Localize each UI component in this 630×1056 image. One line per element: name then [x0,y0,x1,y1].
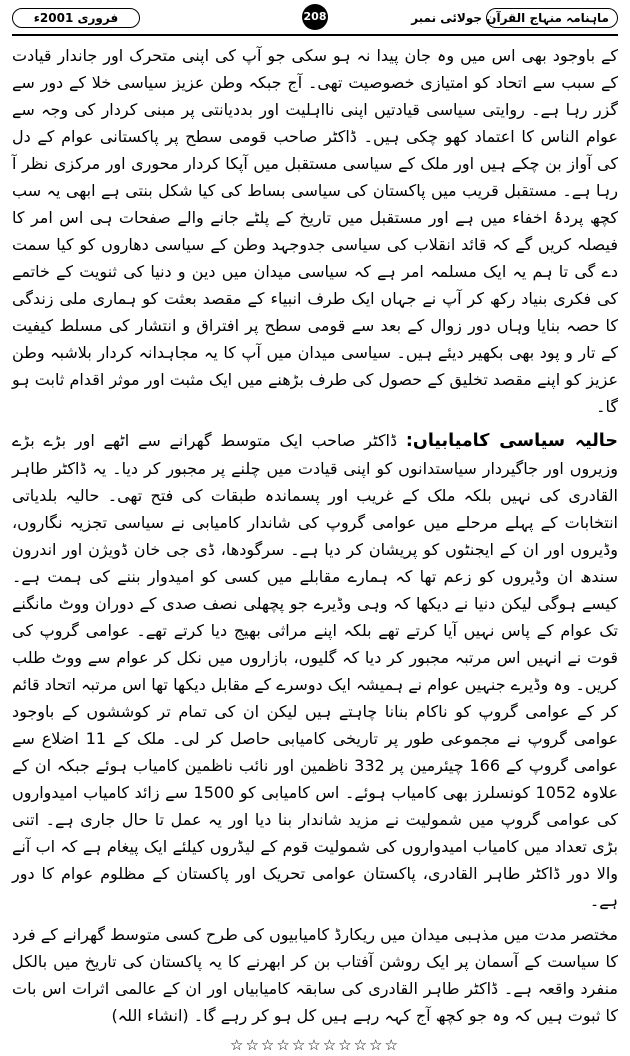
end-ornament: ☆☆☆☆☆☆☆☆☆☆☆ [230,1036,400,1054]
page-number-badge: 208 [302,4,328,30]
magazine-page [0,4,630,1056]
paragraph-2-text: ڈاکٹر صاحب ایک متوسط گھرانے سے اٹھے اور بڑے بڑے وزیروں اور جاگیردار سیاستدانوں کو اپنی قیادت میں چلنے پر مجبور کر دیا۔ یہ ڈاکٹر طاہر القادری کی نہیں بلکہ ملک کے غریب اور پسماندہ طبقات کی فتح تھی۔ حالیہ بلدیاتی انتخابات کے پہلے مرحلے میں عوامی گروپ کی شاندار کامیابی نے سیاسی تجزیہ نگاروں، وڈیروں اور ان کے ایجنٹوں کو پریشان کر دیا ہے۔ سرگودھا، ڈی جی خان ڈویژن اور اندرون سندھ ان وڈیروں کو زعم تھا کہ ہمارے مقابلے میں کسی کو امیدوار بننے کی ہمت ہے۔ کیسے ہوگی لیکن دنیا نے دیکھا کہ وہی وڈیرے جو پچھلی نصف صدی کے دوران ووٹ مانگنے تک عوام کے پاس نہیں آیا کرتے تھے بلکہ اپنے مراثی بھیج دیا کرتے تھے۔ عوامی گروپ کی قوت نے انہیں اس مرتبہ مجبور کر دیا کہ گلیوں، بازاروں میں نکل کر عوام سے ووٹ طلب کریں۔ وہ وڈیرے جنہیں عوام نے ہمیشہ ایک دوسرے کے مقابل دیکھا تھا اس مرتبہ اتحاد قائم کر کے عوامی گروپ کو ناکام بنانا چاہتے ہیں لیکن ان کی تمام تر کوششوں کے باوجود عوامی گروپ نے مجموعی طور پر تاریخی کامیابی حاصل کر لی۔ ملک کے 11 اضلاع سے عوامی گروپ کے 166 چیئرمین پر 332 ناظمین اور نائب ناظمین کامیاب ہوئے جبکہ ان کے علاوہ 1052 کونسلرز بھی کامیاب ہوئے۔ اس کامیابی کو 1500 سے زائد کامیاب امیدواروں کی عوامی گروپ میں شمولیت نے مزید شاندار بنا دیا اور یہ عمل تا حال جاری ہے۔ اتنی بڑی تعداد میں کامیاب امیدواروں کی شمولیت قوم کے لیڈروں کیلئے ایک پیغام ہے کہ اب آنے والا دور ڈاکٹر طاہر القادری، پاکستان عوامی تحریک اور پاکستان کے مظلوم عوام کا دور ہے۔ [12,431,619,910]
article-body [12,42,618,1029]
section-heading: حالیہ سیاسی کامیابیاں: [405,431,618,451]
page-header [12,4,618,36]
header-title: ماہنامہ منہاج القرآن جولائی نمبر [486,8,618,28]
header-date: فروری 2001ء [12,8,140,28]
paragraph-2 [12,427,618,914]
paragraph-3: مختصر مدت میں مذہبی میدان میں ریکارڈ کامیابیوں کی طرح کسی متوسط گھرانے کے فرد کا سیاست کے آسمان پر ایک روشن آفتاب بن کر ابھرنے کا یہ پاکستان کی تاریخ میں بالکل منفرد واقعہ ہے۔ ڈاکٹر طاہر القادری کی سابقہ کامیابیاں اور ان کے عالمی اثرات اس بات کا ثبوت ہیں کہ وہ جو کچھ آج کہہ رہے ہیں کل ہو کر رہے گا۔ (انشاء اللہ) [12,925,618,1025]
paragraph-1: کے باوجود بھی اس میں وہ جان پیدا نہ ہو سکی جو آپ کی اپنی متحرک اور جاندار قیادت کے سبب سے اتحاد کو امتیازی خصوصیت تھی۔ آج جبکہ وطن عزیز سیاسی خلا کے دور سے گزر رہا ہے۔ روایتی سیاسی قیادتیں اپنی نااہلیت اور بددیانتی پر مبنی کردار کی وجہ سے عوام الناس کا اعتماد کھو چکی ہیں۔ ڈاکٹر صاحب قومی سطح پر پاکستانی عوام کے دل کی آواز بن چکے ہیں اور ملک کے سیاسی مستقبل میں آپکا کردار محوری اور مرکزی نظر آ رہا ہے۔ مستقبل قریب میں پاکستان کی سیاسی بساط کی کیا شکل بنتی ہے ابھی یہ سب کچھ پردۂ اخفاء میں ہے اور مستقبل میں تاریخ کے پلٹے جانے والے صفحات ہی اس امر کا فیصلہ کریں گے کہ قائد انقلاب کی سیاسی جدوجہد وطن کے سیاسی دھاروں کو کیا سمت دے گی تا ہم یہ ایک مسلمہ امر ہے کہ سیاسی میدان میں دین و دنیا کی ثنویت کے خاتمے کی فکری بنیاد رکھ کر آپ نے جہاں ایک طرف انبیاء کے مقصد بعثت کو ہماری ملی زندگی کا حصہ بنایا وہاں دور زوال کے بعد سے قومی سطح پر افتراق و انتشار کی مسلط کیفیت کے تار و پود بھی بکھیر دیئے ہیں۔ سیاسی میدان میں آپ کا یہ مجاہدانہ کردار بلاشبہ وطن عزیز کو اپنے مقصد تخلیق کے حصول کی طرف بڑھنے میں ایک مثبت اور موثر اقدام ثابت ہو گا۔ [12,46,619,416]
